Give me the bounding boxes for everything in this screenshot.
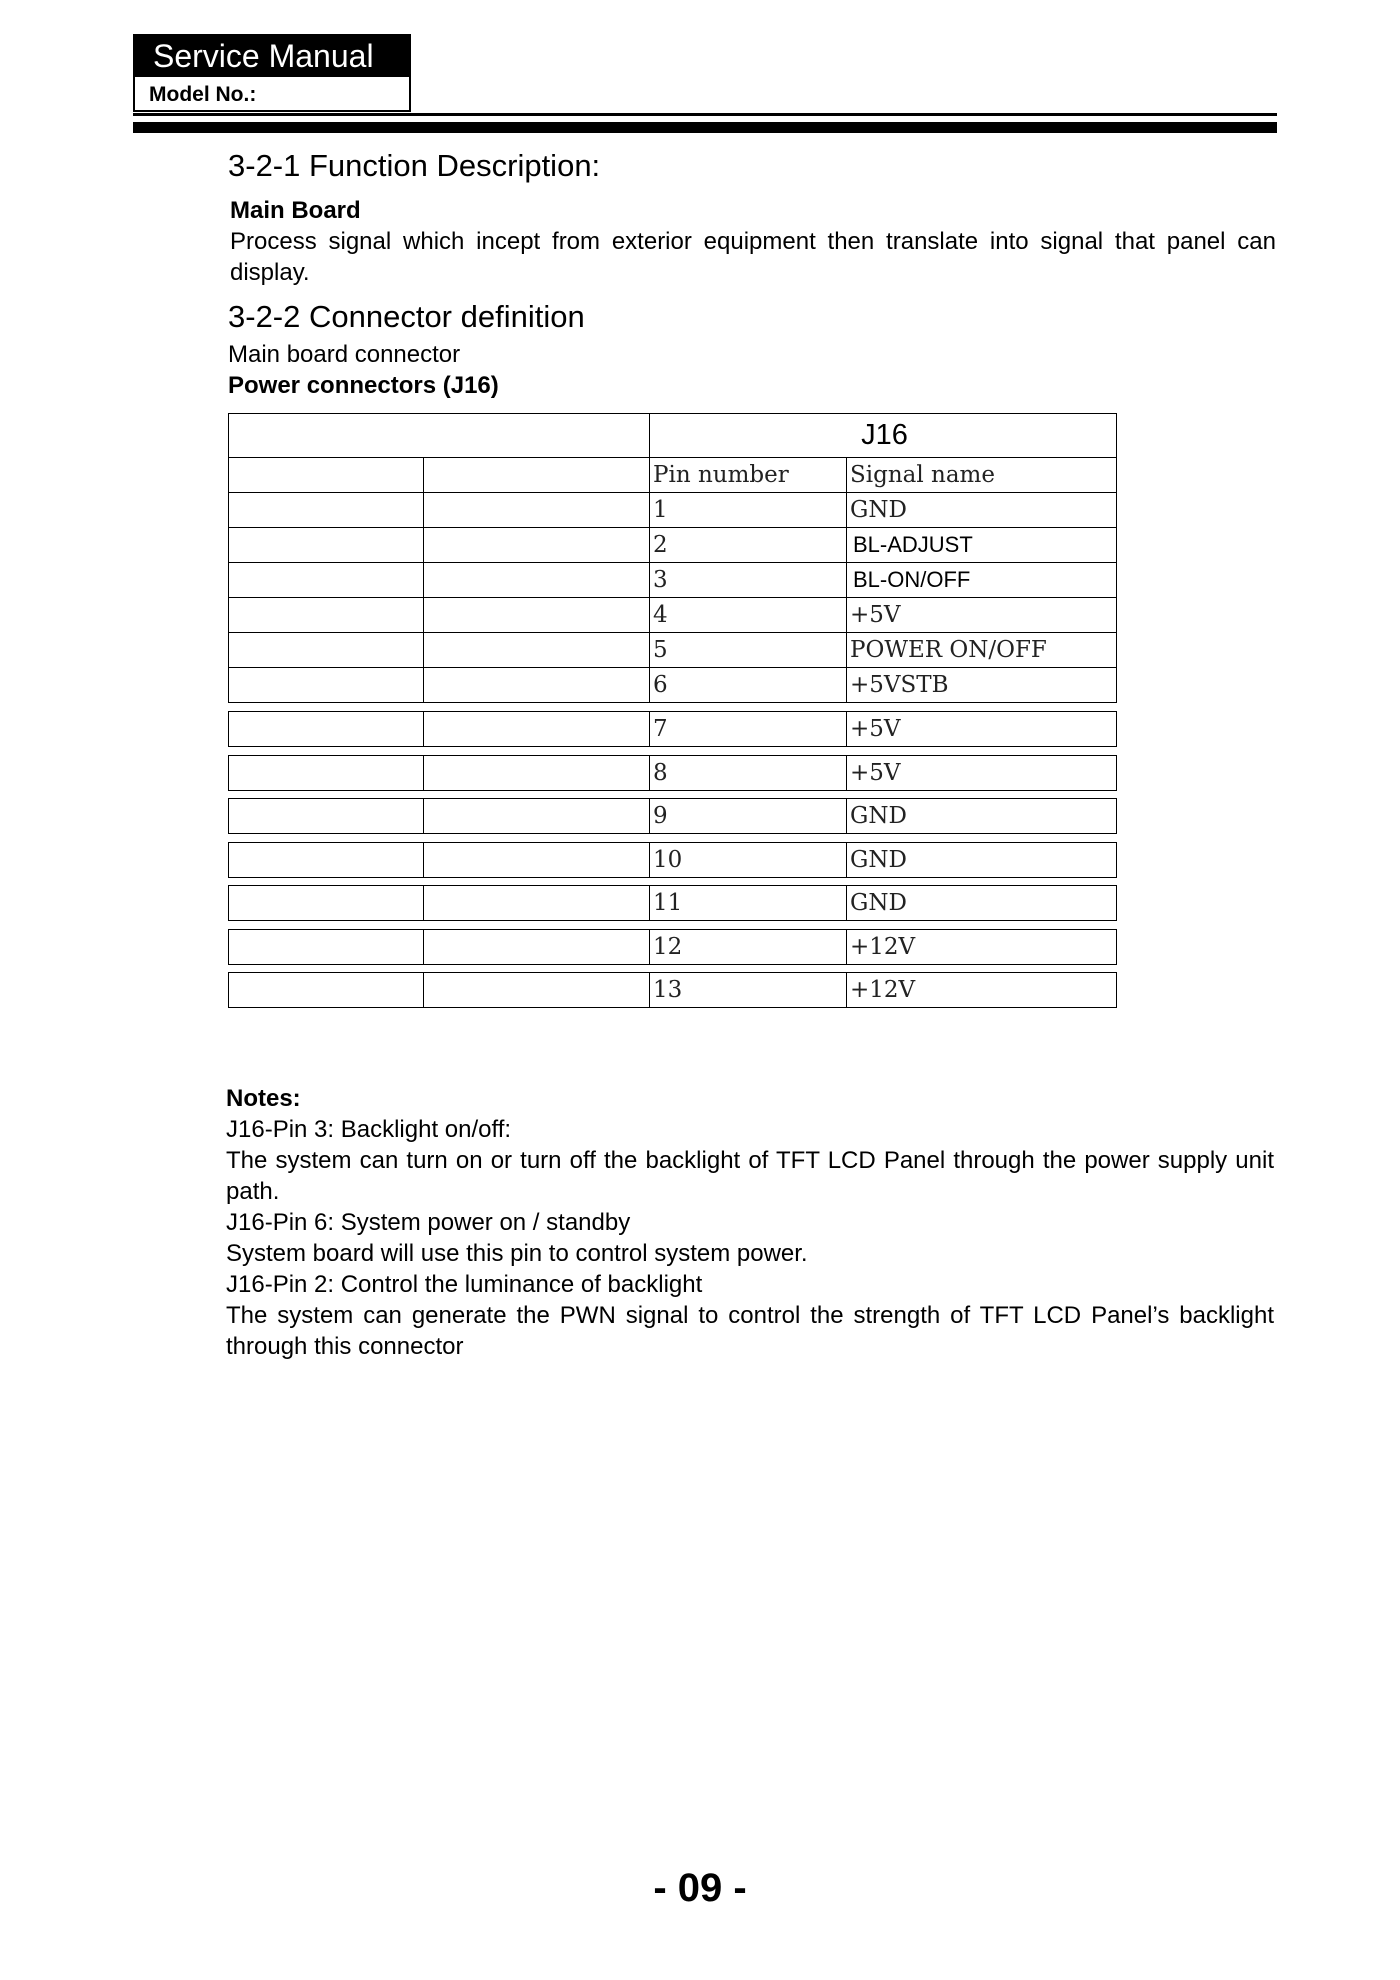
pin-cell: 4 (650, 598, 847, 633)
model-number-label: Model No.: (149, 83, 257, 106)
main-board-description: Process signal which incept from exterior equipment then translate into signal that panel can display. (230, 228, 1276, 286)
connector-table-row-12 (228, 929, 1117, 965)
column-header-pin: Pin number (650, 458, 847, 493)
table-row (229, 633, 1117, 668)
pin-cell: 12 (650, 930, 847, 965)
connector-table-row-13 (228, 972, 1117, 1008)
note-3-label: J16-Pin 2: Control the luminance of backlight (226, 1271, 703, 1298)
pin-cell: 7 (650, 712, 847, 747)
table-row (229, 668, 1117, 703)
section-321-heading: 3-2-1 Function Description: (228, 148, 601, 183)
signal-cell: BL-ADJUST (847, 528, 1117, 563)
signal-cell: GND (847, 799, 1117, 834)
signal-cell: +5V (847, 598, 1117, 633)
connector-table-row-11 (228, 885, 1117, 921)
pin-cell: 13 (650, 973, 847, 1008)
signal-cell: +5V (847, 756, 1117, 791)
table-title: J16 (650, 414, 1117, 458)
table-row (229, 712, 1117, 747)
signal-cell: +5VSTB (847, 668, 1117, 703)
table-row (229, 528, 1117, 563)
pin-cell: 1 (650, 493, 847, 528)
pin-cell: 10 (650, 843, 847, 878)
signal-cell: BL-ON/OFF (847, 563, 1117, 598)
signal-cell: +12V (847, 973, 1117, 1008)
pin-cell: 5 (650, 633, 847, 668)
connector-table-row-10 (228, 842, 1117, 878)
table-row (229, 973, 1117, 1008)
note-2-text: System board will use this pin to control system power. (226, 1240, 808, 1267)
header-title: Service Manual (135, 36, 409, 77)
connector-table-row-8 (228, 755, 1117, 791)
connector-table-row-9 (228, 798, 1117, 834)
table-row (229, 756, 1117, 791)
pin-cell: 8 (650, 756, 847, 791)
table-row (229, 930, 1117, 965)
header-rule-thin (133, 113, 1277, 116)
signal-cell: GND (847, 886, 1117, 921)
note-2-label: J16-Pin 6: System power on / standby (226, 1209, 631, 1236)
table-row (229, 563, 1117, 598)
connector-table-top (228, 413, 1117, 703)
signal-cell: GND (847, 493, 1117, 528)
table-row (229, 799, 1117, 834)
header-box (133, 34, 411, 112)
blank-cell (229, 458, 424, 493)
signal-cell: POWER ON/OFF (847, 633, 1117, 668)
blank-cell (424, 458, 650, 493)
pin-cell: 6 (650, 668, 847, 703)
pin-cell: 11 (650, 886, 847, 921)
connector-table-row-7 (228, 711, 1117, 747)
header-rule-thick (133, 122, 1277, 133)
pin-cell: 3 (650, 563, 847, 598)
table-corner-blank (229, 414, 650, 458)
main-board-connector-label: Main board connector (228, 341, 461, 368)
pin-cell: 2 (650, 528, 847, 563)
note-1-label: J16-Pin 3: Backlight on/off: (226, 1116, 512, 1143)
column-header-signal: Signal name (847, 458, 1117, 493)
note-1-text: The system can turn on or turn off the backlight of TFT LCD Panel through the power supply unit path. (226, 1147, 1274, 1205)
main-board-subheading: Main Board (230, 197, 361, 224)
signal-cell: GND (847, 843, 1117, 878)
note-3-text: The system can generate the PWN signal to control the strength of TFT LCD Panel’s backlight through this connector (226, 1302, 1274, 1360)
table-row (229, 598, 1117, 633)
signal-cell: +12V (847, 930, 1117, 965)
power-connectors-label: Power connectors (J16) (228, 372, 499, 399)
section-322-heading: 3-2-2 Connector definition (228, 299, 585, 334)
table-row (229, 493, 1117, 528)
signal-cell: +5V (847, 712, 1117, 747)
notes-title: Notes: (226, 1085, 301, 1112)
page-number: - 09 - (653, 1866, 747, 1910)
pin-cell: 9 (650, 799, 847, 834)
table-row (229, 886, 1117, 921)
table-row (229, 843, 1117, 878)
